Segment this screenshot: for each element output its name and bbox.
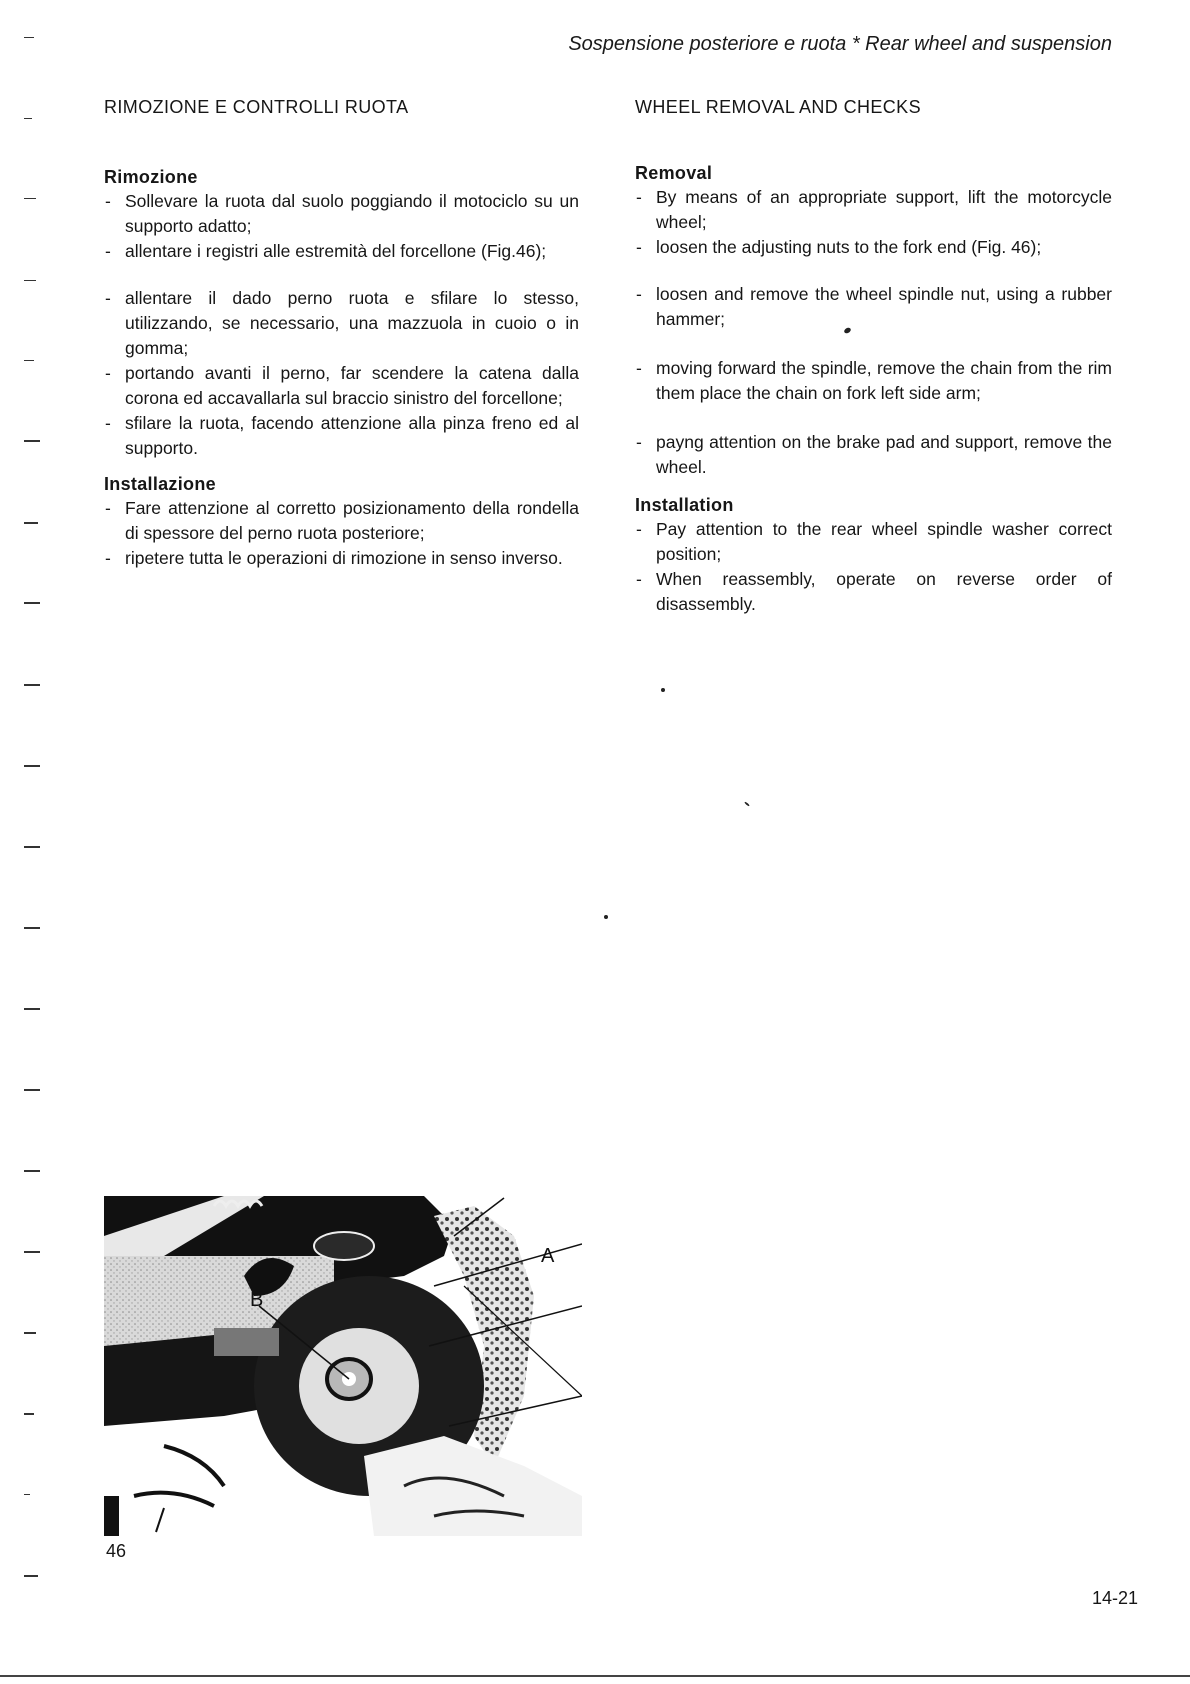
scan-speck xyxy=(744,801,750,806)
list-item: - Sollevare la ruota dal suolo poggiando il motociclo su un supporto adatto; xyxy=(104,189,579,239)
callout-label-b: B xyxy=(250,1289,264,1311)
removal-list-it xyxy=(104,189,579,461)
install-heading-en: Installation xyxy=(635,495,734,515)
list-item: - loosen the adjusting nuts to the fork end (Fig. 46); xyxy=(635,235,1112,260)
section-title-en: WHEEL REMOVAL AND CHECKS xyxy=(635,97,921,117)
list-item: - sfilare la ruota, facendo attenzione alla pinza freno ed al supporto. xyxy=(104,411,579,461)
install-heading-it: Installazione xyxy=(104,474,216,494)
removal-heading-it: Rimozione xyxy=(104,167,198,187)
binder-margin-marks xyxy=(24,0,44,1684)
removal-heading-en: Removal xyxy=(635,163,713,183)
list-item: - Fare attenzione al corretto posizionamento della rondella di spessore del perno ruota posteriore; xyxy=(104,496,579,546)
italian-column xyxy=(104,97,579,571)
wheel-hub-photo xyxy=(104,1196,582,1536)
list-item: - By means of an appropriate support, lift the motorcycle wheel; xyxy=(635,185,1112,235)
running-header: Sospensione posteriore e ruota * Rear wheel and suspension xyxy=(568,33,1112,55)
list-item: - Pay attention to the rear wheel spindle washer correct position; xyxy=(635,517,1112,567)
callout-label-a: A xyxy=(541,1245,555,1267)
figure-number: 46 xyxy=(106,1541,127,1561)
list-item: - allentare i registri alle estremità del forcellone (Fig.46); xyxy=(104,239,579,264)
list-item: - portando avanti il perno, far scendere la catena dalla corona ed accavallarla sul braccio sinistro del forcellone; xyxy=(104,361,579,411)
install-list-it xyxy=(104,496,579,571)
removal-list-en xyxy=(635,185,1112,480)
list-item: - payng attention on the brake pad and support, remove the wheel. xyxy=(635,430,1112,480)
list-item: - loosen and remove the wheel spindle nut, using a rubber hammer; xyxy=(635,282,1112,332)
bottom-rule xyxy=(0,1675,1190,1677)
install-list-en xyxy=(635,517,1112,617)
scan-speck xyxy=(661,688,665,692)
english-column xyxy=(635,97,1112,617)
list-item: - allentare il dado perno ruota e sfilare lo stesso, utilizzando, se necessario, una mazzuola in cuoio o in gomma; xyxy=(104,286,579,361)
list-item: - moving forward the spindle, remove the chain from the rim them place the chain on fork left side arm; xyxy=(635,356,1112,406)
scan-speck xyxy=(604,915,608,919)
section-title-it: RIMOZIONE E CONTROLLI RUOTA xyxy=(104,97,409,117)
page-number: 14-21 xyxy=(1091,1588,1138,1608)
list-item: - ripetere tutta le operazioni di rimozione in senso inverso. xyxy=(104,546,579,571)
list-item: - When reassembly, operate on reverse order of disassembly. xyxy=(635,567,1112,617)
